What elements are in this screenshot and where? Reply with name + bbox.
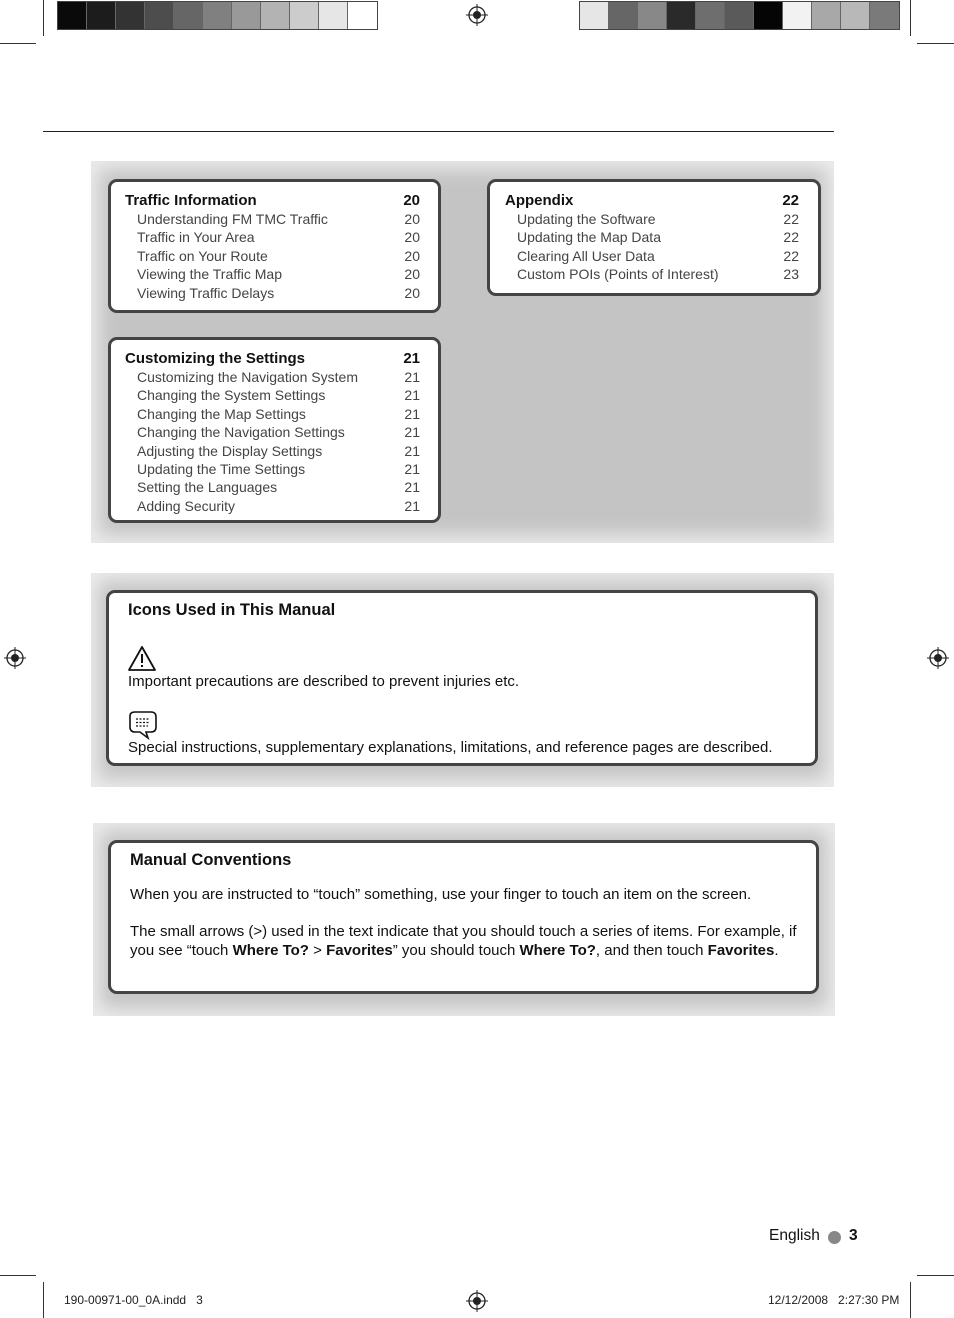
toc-entry xyxy=(125,368,420,386)
toc-entry-label: Updating the Time Settings xyxy=(137,461,306,478)
color-swatch xyxy=(174,2,203,29)
toc-heading-label: Customizing the Settings xyxy=(125,350,305,367)
color-bar-left xyxy=(57,1,378,30)
crop-mark xyxy=(917,43,954,44)
toc-entry xyxy=(125,460,420,478)
color-swatch xyxy=(290,2,319,29)
color-swatch xyxy=(638,2,667,29)
toc-entry-page: 20 xyxy=(404,266,420,283)
toc-entry-label: Changing the Navigation Settings xyxy=(137,424,345,441)
slug-file-info: 190-00971-00_0A.indd 3 xyxy=(64,1293,203,1307)
color-swatch xyxy=(812,2,841,29)
toc-entry xyxy=(125,442,420,460)
toc-entry-page: 22 xyxy=(783,229,799,246)
warning-triangle-icon xyxy=(127,645,157,672)
icons-box xyxy=(106,590,818,766)
color-bar-right xyxy=(579,1,900,30)
color-swatch xyxy=(232,2,261,29)
toc-entry-page: 22 xyxy=(783,211,799,227)
toc-box-settings xyxy=(108,337,441,523)
crop-mark xyxy=(917,1275,954,1276)
color-swatch xyxy=(870,2,899,29)
registration-mark-icon xyxy=(4,647,26,669)
warning-description: Important precautions are described to prevent injuries etc. xyxy=(128,673,520,690)
footer-language: English xyxy=(769,1227,820,1244)
icons-section-title: Icons Used in This Manual xyxy=(128,601,336,619)
toc-entry-label: Viewing the Traffic Map xyxy=(137,266,283,283)
toc-entry-page: 21 xyxy=(404,387,420,404)
crop-mark xyxy=(43,1282,44,1318)
toc-entry xyxy=(125,405,420,423)
color-swatch xyxy=(696,2,725,29)
toc-entry-page: 21 xyxy=(404,369,420,385)
toc-entry xyxy=(505,265,799,283)
toc-entry-page: 21 xyxy=(404,424,420,441)
color-swatch xyxy=(203,2,232,29)
toc-entry-page: 21 xyxy=(404,461,420,478)
toc-entry xyxy=(505,210,799,228)
color-swatch xyxy=(609,2,638,29)
toc-heading xyxy=(125,350,420,368)
toc-entry-label: Adjusting the Display Settings xyxy=(137,442,323,459)
toc-box-traffic xyxy=(108,179,441,313)
toc-heading xyxy=(125,192,420,210)
toc-entry xyxy=(125,386,420,404)
note-description: Special instructions, supplementary explanations, limitations, and reference pages are described. xyxy=(128,739,773,756)
toc-entry-page: 20 xyxy=(404,247,420,264)
color-swatch xyxy=(580,2,609,29)
toc-entry-label: Customizing the Navigation System xyxy=(137,369,358,385)
registration-mark-icon xyxy=(927,647,949,669)
toc-entry-page: 23 xyxy=(783,266,799,283)
crop-mark xyxy=(910,0,911,36)
toc-entry xyxy=(125,284,420,302)
toc-entry-page: 20 xyxy=(404,284,420,301)
note-speech-bubble-icon xyxy=(126,710,158,740)
toc-entry-label: Understanding FM TMC Traffic xyxy=(137,211,328,227)
color-swatch xyxy=(145,2,174,29)
color-swatch xyxy=(319,2,348,29)
color-swatch xyxy=(116,2,145,29)
toc-heading-page: 20 xyxy=(403,192,420,209)
footer-bullet-icon xyxy=(828,1231,841,1244)
toc-heading-label: Traffic Information xyxy=(125,192,257,209)
toc-entry-label: Changing the Map Settings xyxy=(137,405,306,422)
toc-entry xyxy=(125,478,420,496)
menu-path-where-to: Where To? xyxy=(232,942,309,959)
toc-entry-page: 21 xyxy=(404,405,420,422)
header-rule xyxy=(43,131,834,132)
toc-entry-label: Clearing All User Data xyxy=(517,247,655,264)
toc-entry xyxy=(125,265,420,283)
toc-entry xyxy=(505,247,799,265)
toc-entry-label: Updating the Map Data xyxy=(517,229,661,246)
toc-entry-label: Viewing Traffic Delays xyxy=(137,284,275,301)
color-swatch xyxy=(667,2,696,29)
registration-mark-icon xyxy=(466,4,488,26)
toc-entry-label: Traffic on Your Route xyxy=(137,247,268,264)
toc-entry-label: Traffic in Your Area xyxy=(137,229,255,246)
toc-entry-label: Changing the System Settings xyxy=(137,387,326,404)
color-swatch xyxy=(841,2,870,29)
slug-date-info: 12/12/2008 2:27:30 PM xyxy=(768,1293,900,1307)
crop-mark xyxy=(910,1282,911,1318)
toc-entry-page: 21 xyxy=(404,442,420,459)
page-number: 3 xyxy=(849,1227,858,1244)
toc-entry xyxy=(125,247,420,265)
toc-entry-page: 22 xyxy=(783,247,799,264)
toc-heading-page: 22 xyxy=(782,192,799,209)
menu-path-favorites: Favorites xyxy=(326,942,393,959)
toc-entry-page: 21 xyxy=(404,497,420,514)
toc-entry-label: Updating the Software xyxy=(517,211,656,227)
conventions-box xyxy=(108,840,819,994)
toc-box-appendix xyxy=(487,179,821,296)
toc-entry-page: 21 xyxy=(404,479,420,496)
toc-entry-label: Custom POIs (Points of Interest) xyxy=(517,266,719,283)
color-swatch xyxy=(58,2,87,29)
conventions-paragraph-2: The small arrows (>) used in the text indicate that you should touch a series of items. For example, if you see “touch Where To? > Favorites” you should touch Where To?, and then touch Favorites. xyxy=(130,923,797,959)
crop-mark xyxy=(0,1275,36,1276)
toc-entry xyxy=(125,423,420,441)
color-swatch xyxy=(725,2,754,29)
conventions-title: Manual Conventions xyxy=(130,851,292,869)
toc-heading-page: 21 xyxy=(403,350,420,367)
color-swatch xyxy=(783,2,812,29)
color-swatch xyxy=(87,2,116,29)
menu-path-favorites: Favorites xyxy=(707,942,775,959)
color-swatch xyxy=(261,2,290,29)
crop-mark xyxy=(0,43,36,44)
crop-mark xyxy=(43,0,44,36)
toc-entry-label: Setting the Languages xyxy=(137,479,278,496)
toc-entry-page: 20 xyxy=(404,229,420,246)
menu-path-where-to: Where To? xyxy=(519,942,596,959)
color-swatch xyxy=(348,2,377,29)
registration-mark-icon xyxy=(466,1290,488,1312)
toc-entry xyxy=(125,497,420,515)
toc-entry xyxy=(505,228,799,246)
toc-entry xyxy=(125,210,420,228)
toc-entry xyxy=(125,228,420,246)
conventions-paragraph-1: When you are instructed to “touch” something, use your finger to touch an item on the screen. xyxy=(130,886,752,903)
toc-entry-page: 20 xyxy=(404,211,420,227)
toc-heading xyxy=(505,192,799,210)
toc-entry-label: Adding Security xyxy=(137,497,236,514)
toc-heading-label: Appendix xyxy=(505,192,574,209)
color-swatch xyxy=(754,2,783,29)
